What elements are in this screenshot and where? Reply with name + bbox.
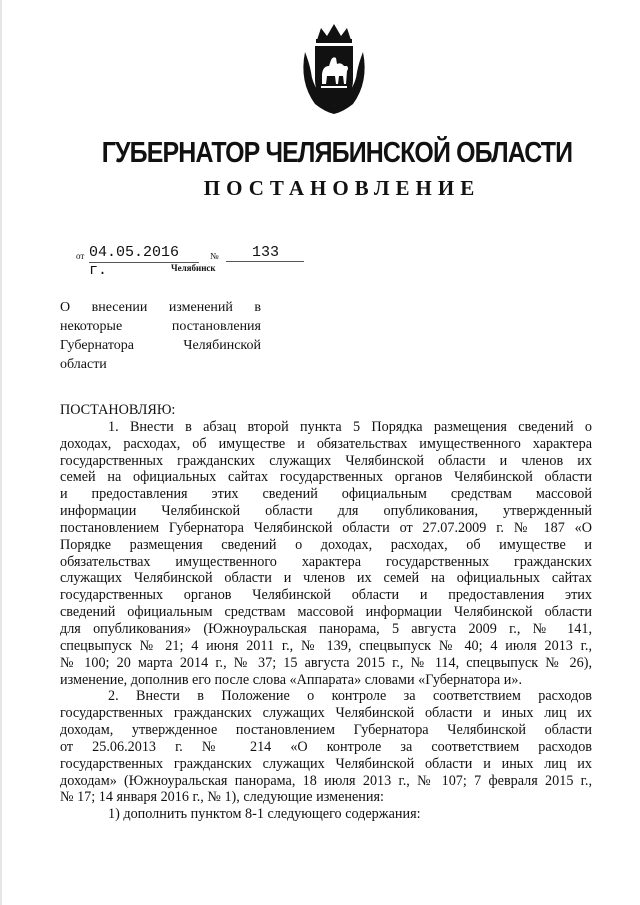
subject-line: Губернатора Челябинской <box>60 338 261 353</box>
body-line: государственных гражданских служащих Челябинской области и иных лиц их <box>60 705 592 722</box>
number-prefix: № <box>210 251 219 261</box>
body-line: № 17; 14 января 2016 г., № 1), следующие изменения: <box>60 789 384 806</box>
decree-subject <box>60 298 261 374</box>
body-line: государственных органов Челябинской области и предоставления этих <box>60 587 592 604</box>
body-line: сведений официальным средствам массовой информации Челябинской области <box>60 604 592 621</box>
subject-line: некоторые постановления <box>60 319 261 334</box>
body-line: 2. Внести в Положение о контроле за соответствием расходов <box>108 688 592 705</box>
decree-number: 133 <box>226 244 304 262</box>
body-line: для опубликования» (Южноуральская панорама, 5 августа 2009 г., № 141, <box>60 620 592 637</box>
coat-of-arms-icon <box>295 22 373 116</box>
scan-edge <box>0 0 2 905</box>
body-line: и предоставления этих сведений официальным средствам массовой <box>60 486 592 503</box>
resolve-word: ПОСТАНОВЛЯЮ: <box>60 402 176 418</box>
body-line: доходам» (Южноуральская панорама, 18 июля 2013 г., № 107; 7 февраля 2015 г., <box>60 772 592 789</box>
body-line: семей на официальных сайтах государственных органов Челябинской области <box>60 469 592 486</box>
body-line: информации Челябинской области для опубликования, утвержденный <box>60 503 592 520</box>
body-line: 1. Внести в абзац второй пункта 5 Порядка размещения сведений о <box>108 418 592 435</box>
body-line: 1) дополнить пунктом 8-1 следующего содержания: <box>108 806 421 823</box>
body-line: доходах, расходах, об имуществе и обязательствах имущественного характера <box>60 435 592 452</box>
body-line: обязательствах имущественного характера государственных гражданских <box>60 553 592 570</box>
body-line: доходам, утвержденное постановлением Губернатора Челябинской области <box>60 722 592 739</box>
body-line: изменение, дополнив его после слова «Аппарата» словами «Губернатора и». <box>60 671 522 688</box>
body-line: государственных гражданских служащих Челябинской области и членов их <box>60 452 592 469</box>
body-line: постановлением Губернатора Челябинской области от 27.07.2009 г. № 187 «О <box>60 519 592 536</box>
city: Челябинск <box>171 263 216 273</box>
body-line: № 100; 20 марта 2014 г., № 37; 15 августа 2015 г., № 114, спецвыпуск № 26), <box>60 654 592 671</box>
body-line: государственных гражданских служащих Челябинской области и иных лиц их <box>60 755 592 772</box>
subject-line: О внесении изменений в <box>60 300 261 315</box>
body-line: от 25.06.2013 г. № 214 «О контроле за соответствием расходов <box>60 738 592 755</box>
body-line: служащих Челябинской области и членов их семей на официальных сайтах <box>60 570 592 587</box>
authority-title: ГУБЕРНАТОР ЧЕЛЯБИНСКОЙ ОБЛАСТИ <box>101 137 573 169</box>
body-line: спецвыпуск № 21; 4 июня 2011 г., № 139, спецвыпуск № 40; 4 июля 2013 г., <box>60 637 592 654</box>
date-prefix: от <box>76 251 85 261</box>
body-line: Порядке размещения сведений о доходах, расходах, об имуществе и <box>60 536 592 553</box>
decree-body <box>60 402 592 823</box>
subject-line: области <box>60 357 107 372</box>
decree-date: 04.05.2016 г. <box>89 244 199 263</box>
document-type: ПОСТАНОВЛЕНИЕ <box>203 176 481 200</box>
